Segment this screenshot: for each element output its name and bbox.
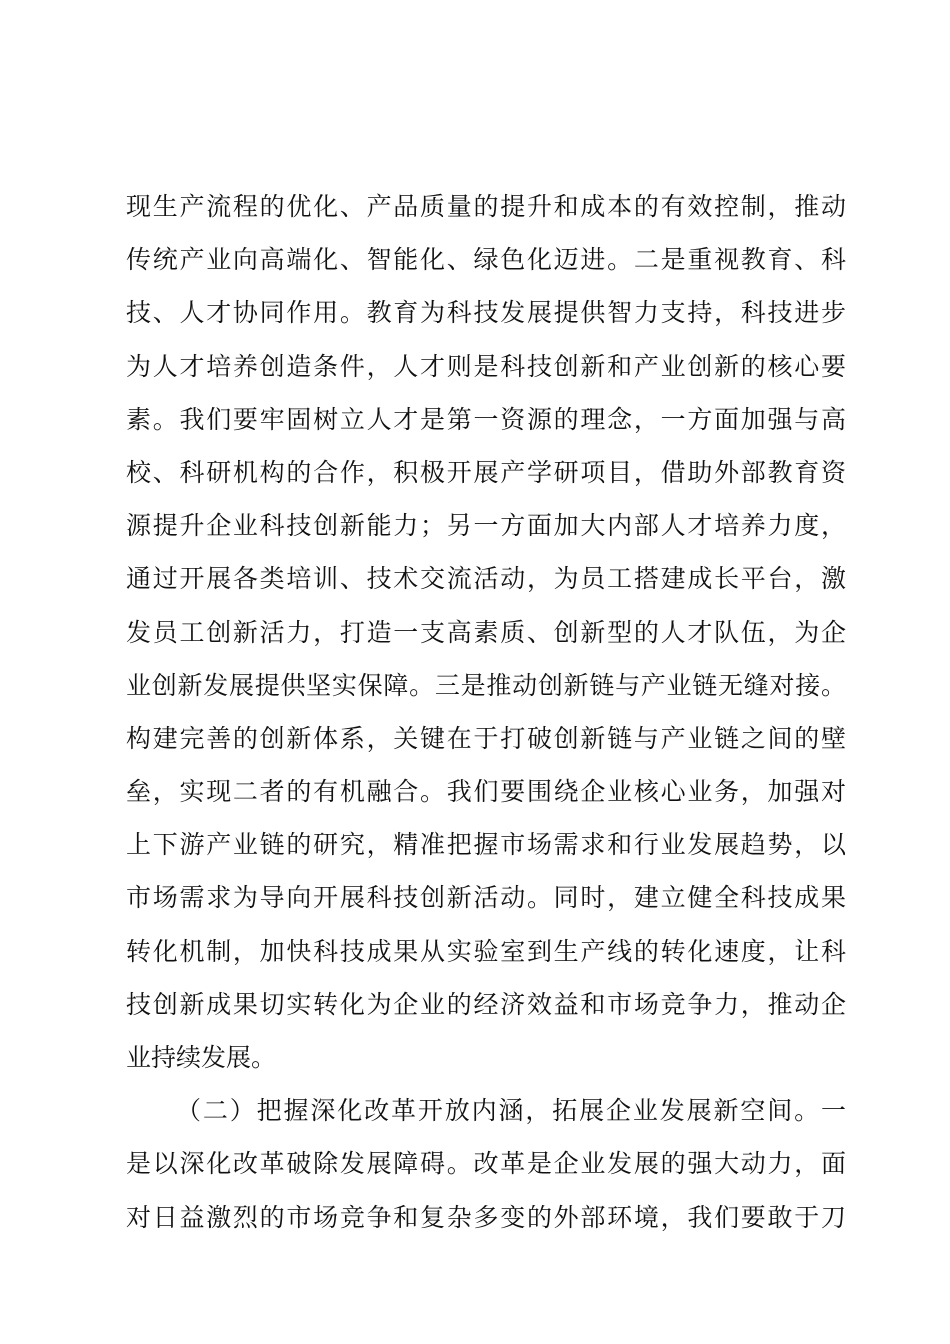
text-line: 业持续发展。 — [126, 1043, 277, 1072]
text-line: 通过开展各类培训、技术交流活动，为员工搭建成长平台，激 — [126, 564, 846, 594]
text-line: 市场需求为导向开展科技创新活动。同时，建立健全科技成果 — [126, 883, 846, 913]
text-line: 素。我们要牢固树立人才是第一资源的理念，一方面加强与高 — [126, 404, 846, 434]
text-line: 转化机制，加快科技成果从实验室到生产线的转化速度，让科 — [126, 936, 846, 966]
text-line: 业创新发展提供坚实保障。三是推动创新链与产业链无缝对接。 — [126, 670, 846, 700]
text-line: 传统产业向高端化、智能化、绿色化迈进。二是重视教育、科 — [126, 245, 846, 275]
text-line: 发员工创新活力，打造一支高素质、创新型的人才队伍，为企 — [126, 617, 846, 647]
text-line: 现生产流程的优化、产品质量的提升和成本的有效控制，推动 — [126, 192, 846, 221]
text-line: 源提升企业科技创新能力；另一方面加大内部人才培养力度， — [126, 511, 846, 541]
text-line: 为人才培养创造条件，人才则是科技创新和产业创新的核心要 — [126, 351, 846, 381]
text-line: 构建完善的创新体系，关键在于打破创新链与产业链之间的壁 — [126, 723, 846, 753]
text-line: 技创新成果切实转化为企业的经济效益和市场竞争力，推动企 — [126, 989, 846, 1019]
text-line: 技、人才协同作用。教育为科技发展提供智力支持，科技进步 — [126, 298, 846, 328]
body-text — [126, 180, 846, 1244]
section-heading-line: （二）把握深化改革开放内涵，拓展企业发展新空间。一 — [176, 1096, 846, 1126]
text-line: 上下游产业链的研究，精准把握市场需求和行业发展趋势，以 — [126, 830, 846, 860]
text-line: 垒，实现二者的有机融合。我们要围绕企业核心业务，加强对 — [126, 777, 846, 807]
text-line: 对日益激烈的市场竞争和复杂多变的外部环境，我们要敢于刀 — [126, 1202, 846, 1232]
text-line: 是以深化改革破除发展障碍。改革是企业发展的强大动力，面 — [126, 1149, 846, 1179]
text-line: 校、科研机构的合作，积极开展产学研项目，借助外部教育资 — [126, 457, 846, 487]
